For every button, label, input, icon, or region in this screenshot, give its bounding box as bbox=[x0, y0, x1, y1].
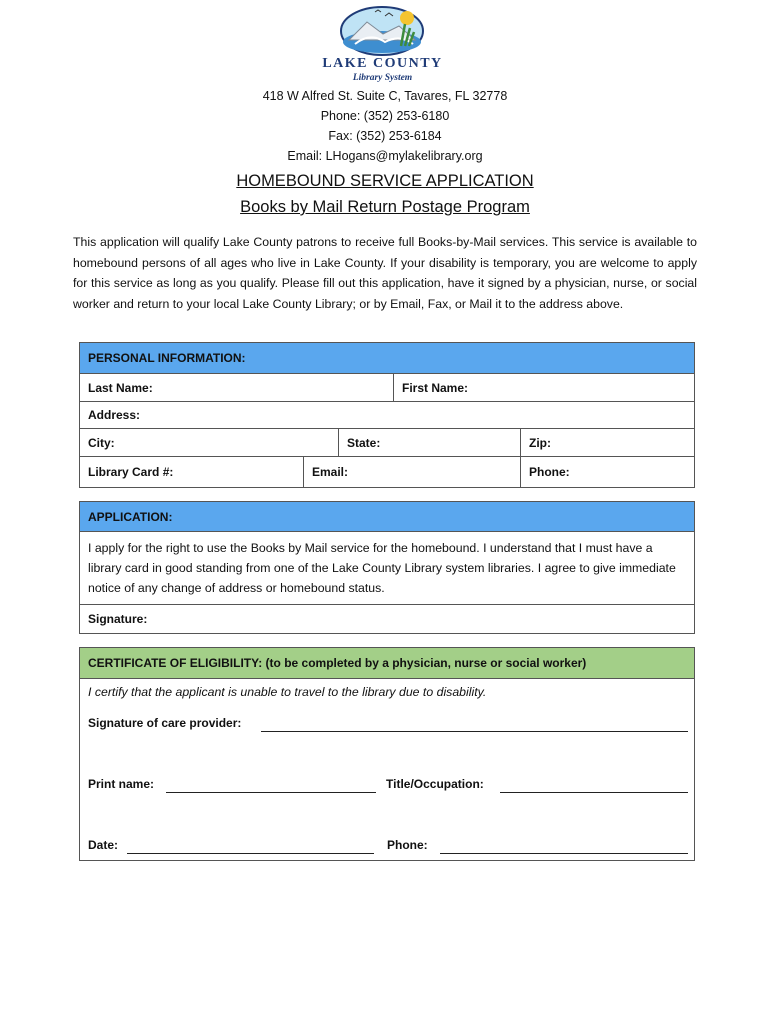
provider-phone-label: Phone: bbox=[387, 838, 428, 852]
print-name-line[interactable] bbox=[166, 792, 376, 793]
page-subtitle: Books by Mail Return Postage Program bbox=[240, 198, 530, 216]
signature-row bbox=[80, 605, 694, 633]
logo-name: LAKE COUNTY bbox=[322, 56, 443, 71]
signature-field[interactable]: Signature: bbox=[88, 612, 148, 626]
name-row bbox=[80, 374, 694, 402]
first-name-field[interactable]: First Name: bbox=[402, 380, 469, 395]
contact-fax: Fax: (352) 253-6184 bbox=[328, 129, 442, 143]
card-row bbox=[80, 457, 694, 487]
application-statement: I apply for the right to use the Books by Mail service for the homebound. I understand that I must have a library card in good standing from one of the Lake County Library system libraries. I agree to give immediate notice of any change of address or homebound status. bbox=[80, 532, 694, 605]
personal-information-header: PERSONAL INFORMATION: bbox=[80, 343, 694, 374]
contact-email: Email: LHogans@mylakelibrary.org bbox=[287, 149, 483, 163]
last-name-field[interactable]: Last Name: bbox=[80, 374, 394, 401]
contact-address: 418 W Alfred St. Suite C, Tavares, FL 32778 bbox=[262, 89, 508, 103]
logo-subtitle: Library System bbox=[352, 73, 413, 83]
email-field[interactable]: Email: bbox=[304, 457, 521, 487]
intro-paragraph: This application will qualify Lake County patrons to receive full Books-by-Mail services. This service is available to homebound persons of all ages who live in Lake County. If your disability is temporary, you are welcome to apply for this service as long as you qualify. Please fill out this application, have it signed by a physician, nurse, or social worker and return to your local Lake County Library; or by Email, Fax, or Mail it to the address above. bbox=[73, 235, 697, 311]
care-provider-signature-line[interactable] bbox=[261, 731, 688, 732]
print-name-label: Print name: bbox=[88, 777, 155, 791]
date-label: Date: bbox=[88, 838, 119, 852]
address-field[interactable]: Address: bbox=[88, 408, 141, 422]
certificate-statement: I certify that the applicant is unable to travel to the library due to disability. bbox=[88, 685, 487, 699]
page-title: HOMEBOUND SERVICE APPLICATION bbox=[236, 172, 534, 190]
date-line[interactable] bbox=[127, 853, 374, 854]
application-section bbox=[79, 501, 695, 634]
care-provider-signature-label: Signature of care provider: bbox=[88, 716, 242, 730]
city-row bbox=[80, 429, 694, 457]
logo-emblem-icon bbox=[315, 4, 450, 56]
contact-phone: Phone: (352) 253-6180 bbox=[320, 109, 450, 123]
library-card-field[interactable]: Library Card #: bbox=[80, 457, 304, 487]
certificate-section bbox=[79, 647, 695, 861]
title-occupation-line[interactable] bbox=[500, 792, 688, 793]
lake-county-logo bbox=[315, 4, 450, 86]
city-field[interactable]: City: bbox=[80, 429, 339, 456]
address-row bbox=[80, 402, 694, 429]
certificate-header: CERTIFICATE OF ELIGIBILITY: (to be completed by a physician, nurse or social worker) bbox=[80, 648, 694, 679]
phone-field[interactable]: Phone: bbox=[529, 465, 570, 479]
state-field[interactable]: State: bbox=[339, 429, 521, 456]
title-occupation-label: Title/Occupation: bbox=[386, 777, 484, 791]
provider-phone-line[interactable] bbox=[440, 853, 688, 854]
personal-information-section bbox=[79, 342, 695, 488]
zip-field[interactable]: Zip: bbox=[529, 435, 551, 450]
application-header: APPLICATION: bbox=[80, 502, 694, 532]
